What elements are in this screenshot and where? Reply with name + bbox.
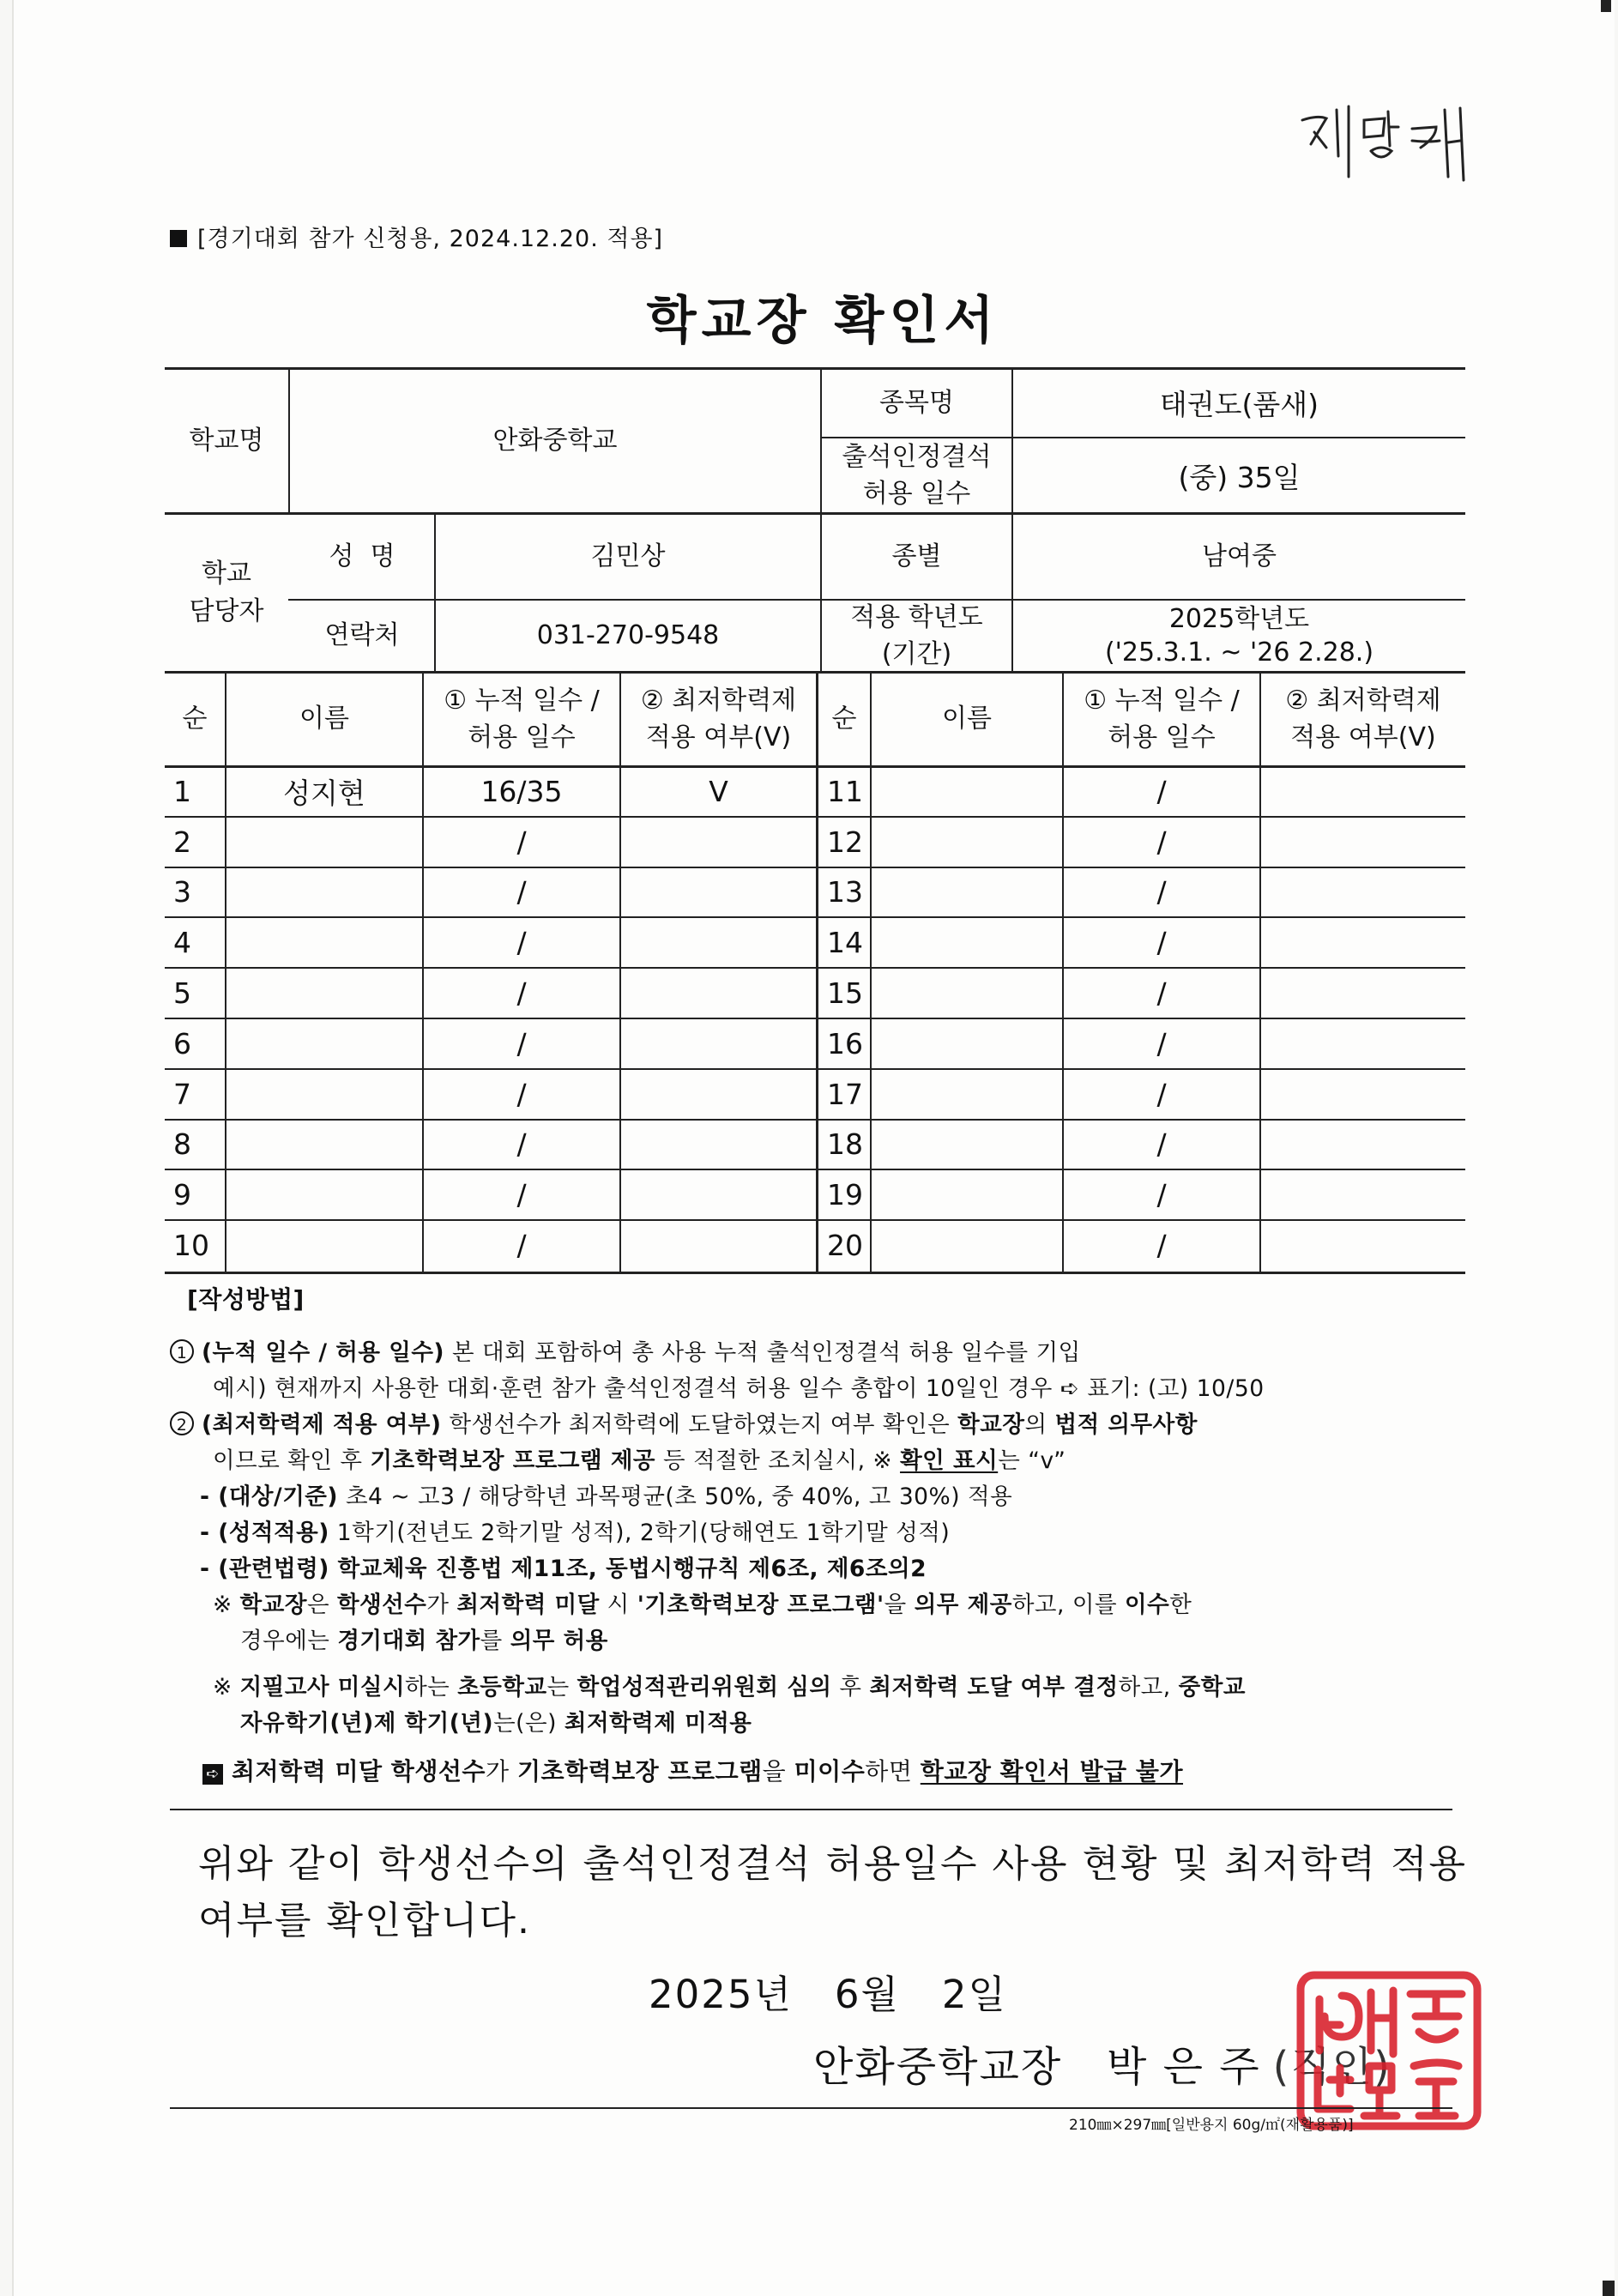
row-no-cell: 7 — [173, 1077, 191, 1111]
r2-b2: 초등학교 — [457, 1674, 547, 1701]
r1-t4: 을 — [884, 1592, 915, 1618]
circled-number-2-icon: 2 — [170, 1411, 194, 1435]
row-check-cell[interactable] — [1261, 1070, 1465, 1119]
r2-b4: 최저학력 도달 여부 결정 — [869, 1674, 1119, 1701]
sport-label: 종목명 — [879, 387, 954, 418]
row-days-cell[interactable]: / — [516, 1229, 527, 1263]
name-label: 성 명 — [329, 541, 395, 571]
r2-l2-a: 자유학기(년)제 학기(년) — [240, 1710, 494, 1737]
remark-2 — [213, 1671, 1246, 1705]
phone-label: 연락처 — [324, 620, 400, 651]
row-days-cell[interactable]: / — [1156, 1229, 1167, 1263]
phone-value: 031-270-9548 — [536, 620, 720, 651]
bullet-grades-term: - (성적적용) — [200, 1520, 329, 1546]
bullet-grades-text: 1학기(전년도 2학기말 성적), 2학기(당해연도 1학기말 성적) — [329, 1520, 951, 1546]
row-days-cell[interactable]: / — [516, 1178, 527, 1212]
category-value: 남여중 — [1202, 541, 1277, 571]
row-name-cell[interactable] — [226, 1170, 422, 1219]
r2-l2-c: 최저학력제 미적용 — [564, 1710, 752, 1737]
note-2-term: (최저학력제 적용 여부) — [201, 1411, 442, 1438]
row-check-cell[interactable] — [1261, 969, 1465, 1018]
note-1 — [170, 1336, 1081, 1370]
circled-number-1-icon: 1 — [170, 1339, 194, 1363]
row-days-cell[interactable]: / — [1156, 1026, 1167, 1060]
sport-value: 태권도(품새) — [1159, 388, 1319, 421]
corner-mark-top-right — [1601, 0, 1611, 12]
square-bullet-icon — [170, 230, 187, 247]
document-title: 학교장 확인서 — [646, 291, 999, 351]
note-2 — [170, 1408, 1198, 1442]
row-name-cell[interactable] — [226, 818, 422, 867]
note-2-term-b: 학교장 — [957, 1411, 1025, 1438]
seal-word: (직인) — [1272, 2043, 1392, 2091]
row-no-cell: 1 — [173, 774, 191, 808]
row-check-cell[interactable] — [1261, 1019, 1465, 1068]
row-no-cell: 10 — [173, 1229, 209, 1263]
row-check-cell[interactable] — [621, 868, 816, 917]
row-days-cell[interactable]: / — [1156, 774, 1167, 808]
row-no-cell: 17 — [827, 1077, 863, 1111]
row-days-cell[interactable]: / — [1156, 926, 1167, 960]
r1-l2-c: 를 — [480, 1628, 510, 1654]
row-no-cell: 11 — [827, 774, 863, 808]
r2-b3: 학업성적관리위원회 심의 — [577, 1674, 832, 1701]
row-name-cell[interactable] — [226, 1019, 422, 1068]
school-seal-stamp — [1290, 1965, 1488, 2136]
row-no-cell: 19 — [827, 1178, 863, 1212]
school-label: 학교명 — [189, 425, 264, 456]
row-check-cell[interactable] — [621, 818, 816, 867]
principal-name: 안화중학교장 박 은 주 — [813, 2043, 1261, 2091]
row-days-cell[interactable]: / — [516, 926, 527, 960]
row-days-cell[interactable]: 16/35 — [480, 774, 563, 808]
fw-t1: 가 — [485, 1757, 517, 1785]
row-days-cell[interactable]: / — [516, 1077, 527, 1111]
final-warning — [202, 1755, 1183, 1789]
paper-spec-footer: 210㎜×297㎜[일반용지 60g/㎡(재활용품)] — [1069, 2117, 1354, 2134]
row-name-cell[interactable] — [226, 1070, 422, 1119]
row-name-cell[interactable] — [226, 1121, 422, 1169]
row-no-cell: 20 — [827, 1229, 863, 1263]
fw-t2: 을 — [762, 1757, 794, 1785]
r1-b1: 학교장 — [239, 1592, 307, 1618]
header-no-right: 순 — [831, 704, 857, 734]
r1-b6: 이수 — [1124, 1592, 1170, 1618]
row-name-cell[interactable] — [226, 1221, 422, 1270]
note-1-term: (누적 일수 / 허용 일수) — [201, 1339, 445, 1366]
bullet-target-term: - (대상/기준) — [200, 1483, 339, 1510]
header-tag-text: [경기대회 참가 신청용, 2024.12.20. 적용] — [197, 226, 664, 252]
r1-t3: 시 — [599, 1592, 637, 1618]
header-days-left: ① 누적 일수 / 허용 일수 — [444, 685, 600, 752]
row-days-cell[interactable]: / — [1156, 976, 1167, 1011]
school-name: 안화중학교 — [492, 425, 618, 456]
row-name-cell[interactable] — [872, 1019, 1062, 1068]
remark-2-mark: ※ — [213, 1674, 240, 1701]
note-2-line-2-c: 는 “v” — [998, 1447, 1066, 1474]
header-academic-right: ② 최저학력제 적용 여부(V) — [1285, 685, 1441, 752]
arrow-right-icon: ➪ — [202, 1764, 223, 1785]
r1-b3: 최저학력 미달 — [456, 1592, 600, 1618]
fw-underline: 학교장 확인서 발급 불가 — [920, 1757, 1184, 1785]
row-check-cell[interactable]: V — [709, 774, 728, 808]
r2-l2-b: 는(은) — [493, 1710, 564, 1737]
r1-t6: 한 — [1169, 1592, 1192, 1618]
row-days-cell[interactable]: / — [1156, 1127, 1167, 1162]
r2-b5: 중학교 — [1178, 1674, 1246, 1701]
row-check-cell[interactable] — [621, 1170, 816, 1219]
row-name-cell[interactable] — [872, 1070, 1062, 1119]
row-days-cell[interactable]: / — [516, 1127, 527, 1162]
row-name-cell[interactable] — [872, 918, 1062, 967]
confirmation-statement: 위와 같이 학생선수의 출석인정결석 허용일수 사용 현황 및 최저학력 적용 여부를 확인합니다. — [198, 1842, 1467, 1943]
row-name-cell[interactable] — [872, 969, 1062, 1018]
row-days-cell[interactable]: / — [516, 825, 527, 859]
row-days-cell[interactable]: / — [1156, 875, 1167, 909]
remark-1-line-2 — [240, 1624, 608, 1659]
row-name-cell[interactable] — [226, 918, 422, 967]
row-no-cell: 8 — [173, 1127, 191, 1162]
header-days-right: ① 누적 일수 / 허용 일수 — [1084, 685, 1240, 752]
r2-t1: 하는 — [405, 1674, 458, 1701]
r1-b5: 의무 제공 — [914, 1592, 1012, 1618]
corner-mark-bottom-right — [1603, 2281, 1615, 2296]
note-1-example: 예시) 현재까지 사용한 대회·훈련 참가 출석인정결석 허용 일수 총합이 10일인 경우 ➪ 표기: (고) 10/50 — [213, 1375, 1265, 1402]
row-days-cell[interactable]: / — [516, 1026, 527, 1060]
absence-allowance-value: (중) 35일 — [1178, 460, 1301, 494]
note-2-line-2-underline: 확인 표시 — [900, 1447, 999, 1474]
row-check-cell[interactable] — [1261, 818, 1465, 867]
row-days-cell[interactable]: / — [1156, 1178, 1167, 1212]
row-name-cell[interactable]: 성지현 — [283, 776, 365, 810]
year-value: 2025학년도 ('25.3.1. ~ '26 2.28.) — [1104, 604, 1374, 668]
row-no-cell: 18 — [827, 1127, 863, 1162]
r1-l2-a: 경우에는 — [240, 1628, 338, 1654]
header-tag — [170, 220, 663, 253]
row-name-cell[interactable] — [872, 1221, 1062, 1270]
row-no-cell: 6 — [173, 1026, 191, 1060]
row-name-cell[interactable] — [872, 818, 1062, 867]
r1-t5: 하고, 이를 — [1011, 1592, 1125, 1618]
instructions-heading: [작성방법] — [187, 1285, 305, 1314]
note-2-text-a: 학생선수가 최저학력에 도달하였는지 여부 확인은 — [441, 1411, 958, 1438]
r2-t2: 는 — [546, 1674, 577, 1701]
r1-t1: 은 — [306, 1592, 337, 1618]
row-name-cell[interactable] — [872, 1121, 1062, 1169]
row-name-cell[interactable] — [872, 1170, 1062, 1219]
row-name-cell[interactable] — [226, 868, 422, 917]
note-1-text: 본 대회 포함하여 총 사용 누적 출석인정결석 허용 일수를 기입 — [444, 1339, 1081, 1366]
row-no-cell: 5 — [173, 976, 191, 1011]
r1-t2: 가 — [426, 1592, 457, 1618]
row-days-cell[interactable]: / — [516, 875, 527, 909]
row-name-cell[interactable] — [226, 969, 422, 1018]
issue-date: 2025년 6월 2일 — [649, 1972, 1008, 2017]
row-days-cell[interactable]: / — [1156, 1077, 1167, 1111]
fw-b1: 최저학력 미달 학생선수 — [232, 1757, 486, 1785]
row-no-cell: 16 — [827, 1026, 863, 1060]
row-check-cell[interactable] — [1261, 1121, 1465, 1169]
note-2-line-2-term: 기초학력보장 프로그램 제공 — [370, 1447, 656, 1474]
row-check-cell[interactable] — [1261, 767, 1465, 816]
r1-b4: '기초학력보장 프로그램' — [637, 1592, 884, 1618]
r1-b2: 학생선수 — [336, 1592, 427, 1618]
bullet-grades — [200, 1516, 950, 1550]
category-label: 종별 — [891, 541, 942, 571]
divider-top — [170, 1809, 1452, 1810]
row-no-cell: 15 — [827, 976, 863, 1011]
r1-l2-b: 경기대회 참가 — [337, 1628, 480, 1654]
document-sheet — [12, 0, 1615, 2296]
row-no-cell: 13 — [827, 875, 863, 909]
header-no-left: 순 — [182, 704, 208, 734]
bullet-target — [200, 1480, 1012, 1514]
r2-b1: 지필고사 미실시 — [239, 1674, 406, 1701]
handwritten-note — [1292, 94, 1481, 189]
row-name-cell[interactable] — [872, 868, 1062, 917]
row-check-cell[interactable] — [1261, 868, 1465, 917]
bullet-laws-text: - (관련법령) 학교체육 진흥법 제11조, 동법시행규칙 제6조, 제6조의2 — [200, 1556, 927, 1582]
absence-allowance-label: 출석인정결석 허용 일수 — [842, 441, 992, 509]
row-days-cell[interactable]: / — [516, 976, 527, 1011]
note-2-term-c: 법적 의무사항 — [1054, 1411, 1198, 1438]
row-check-cell[interactable] — [621, 1070, 816, 1119]
r1-l2-d: 의무 허용 — [510, 1628, 608, 1654]
remark-1-mark: ※ — [213, 1592, 240, 1618]
header-name-left: 이름 — [299, 704, 349, 734]
bullet-target-text: 초4 ~ 고3 / 해당학년 과목평균(초 50%, 중 40%, 고 30%) 적용 — [338, 1483, 1013, 1510]
row-no-cell: 3 — [173, 875, 191, 909]
header-name-right: 이름 — [942, 704, 992, 734]
contact-name-value: 김민상 — [590, 541, 666, 571]
row-name-cell[interactable] — [872, 767, 1062, 816]
row-check-cell[interactable] — [621, 969, 816, 1018]
r2-t4: 하고, — [1118, 1674, 1179, 1701]
fw-b2: 기초학력보장 프로그램 — [516, 1757, 763, 1785]
note-2-line-2-b: 등 적절한 조치실시, ※ — [655, 1447, 901, 1474]
row-no-cell: 12 — [827, 825, 863, 859]
r2-t3: 후 — [831, 1674, 870, 1701]
note-2-line-2-a: 이므로 확인 후 — [213, 1447, 371, 1474]
remark-1 — [213, 1588, 1192, 1622]
row-no-cell: 4 — [173, 926, 191, 960]
row-check-cell[interactable] — [621, 1121, 816, 1169]
row-no-cell: 9 — [173, 1178, 191, 1212]
bullet-laws — [200, 1552, 927, 1586]
row-check-cell[interactable] — [621, 1019, 816, 1068]
row-check-cell[interactable] — [1261, 918, 1465, 967]
row-check-cell[interactable] — [621, 918, 816, 967]
fw-t3: 하면 — [865, 1757, 921, 1785]
remark-2-line-2 — [240, 1707, 752, 1741]
row-no-cell: 2 — [173, 825, 191, 859]
year-label: 적용 학년도 (기간) — [850, 601, 983, 669]
note-2-line-2 — [213, 1444, 1066, 1478]
row-check-cell[interactable] — [1261, 1221, 1465, 1270]
contact-person-label: 학교 담당자 — [189, 559, 264, 626]
row-days-cell[interactable]: / — [1156, 825, 1167, 859]
note-2-text-b: 의 — [1024, 1411, 1055, 1438]
header-academic-left: ② 최저학력제 적용 여부(V) — [640, 685, 797, 752]
row-check-cell[interactable] — [1261, 1170, 1465, 1219]
fw-b3: 미이수 — [794, 1757, 866, 1785]
divider-bottom — [170, 2107, 1452, 2109]
row-check-cell[interactable] — [621, 1221, 816, 1270]
row-no-cell: 14 — [827, 926, 863, 960]
